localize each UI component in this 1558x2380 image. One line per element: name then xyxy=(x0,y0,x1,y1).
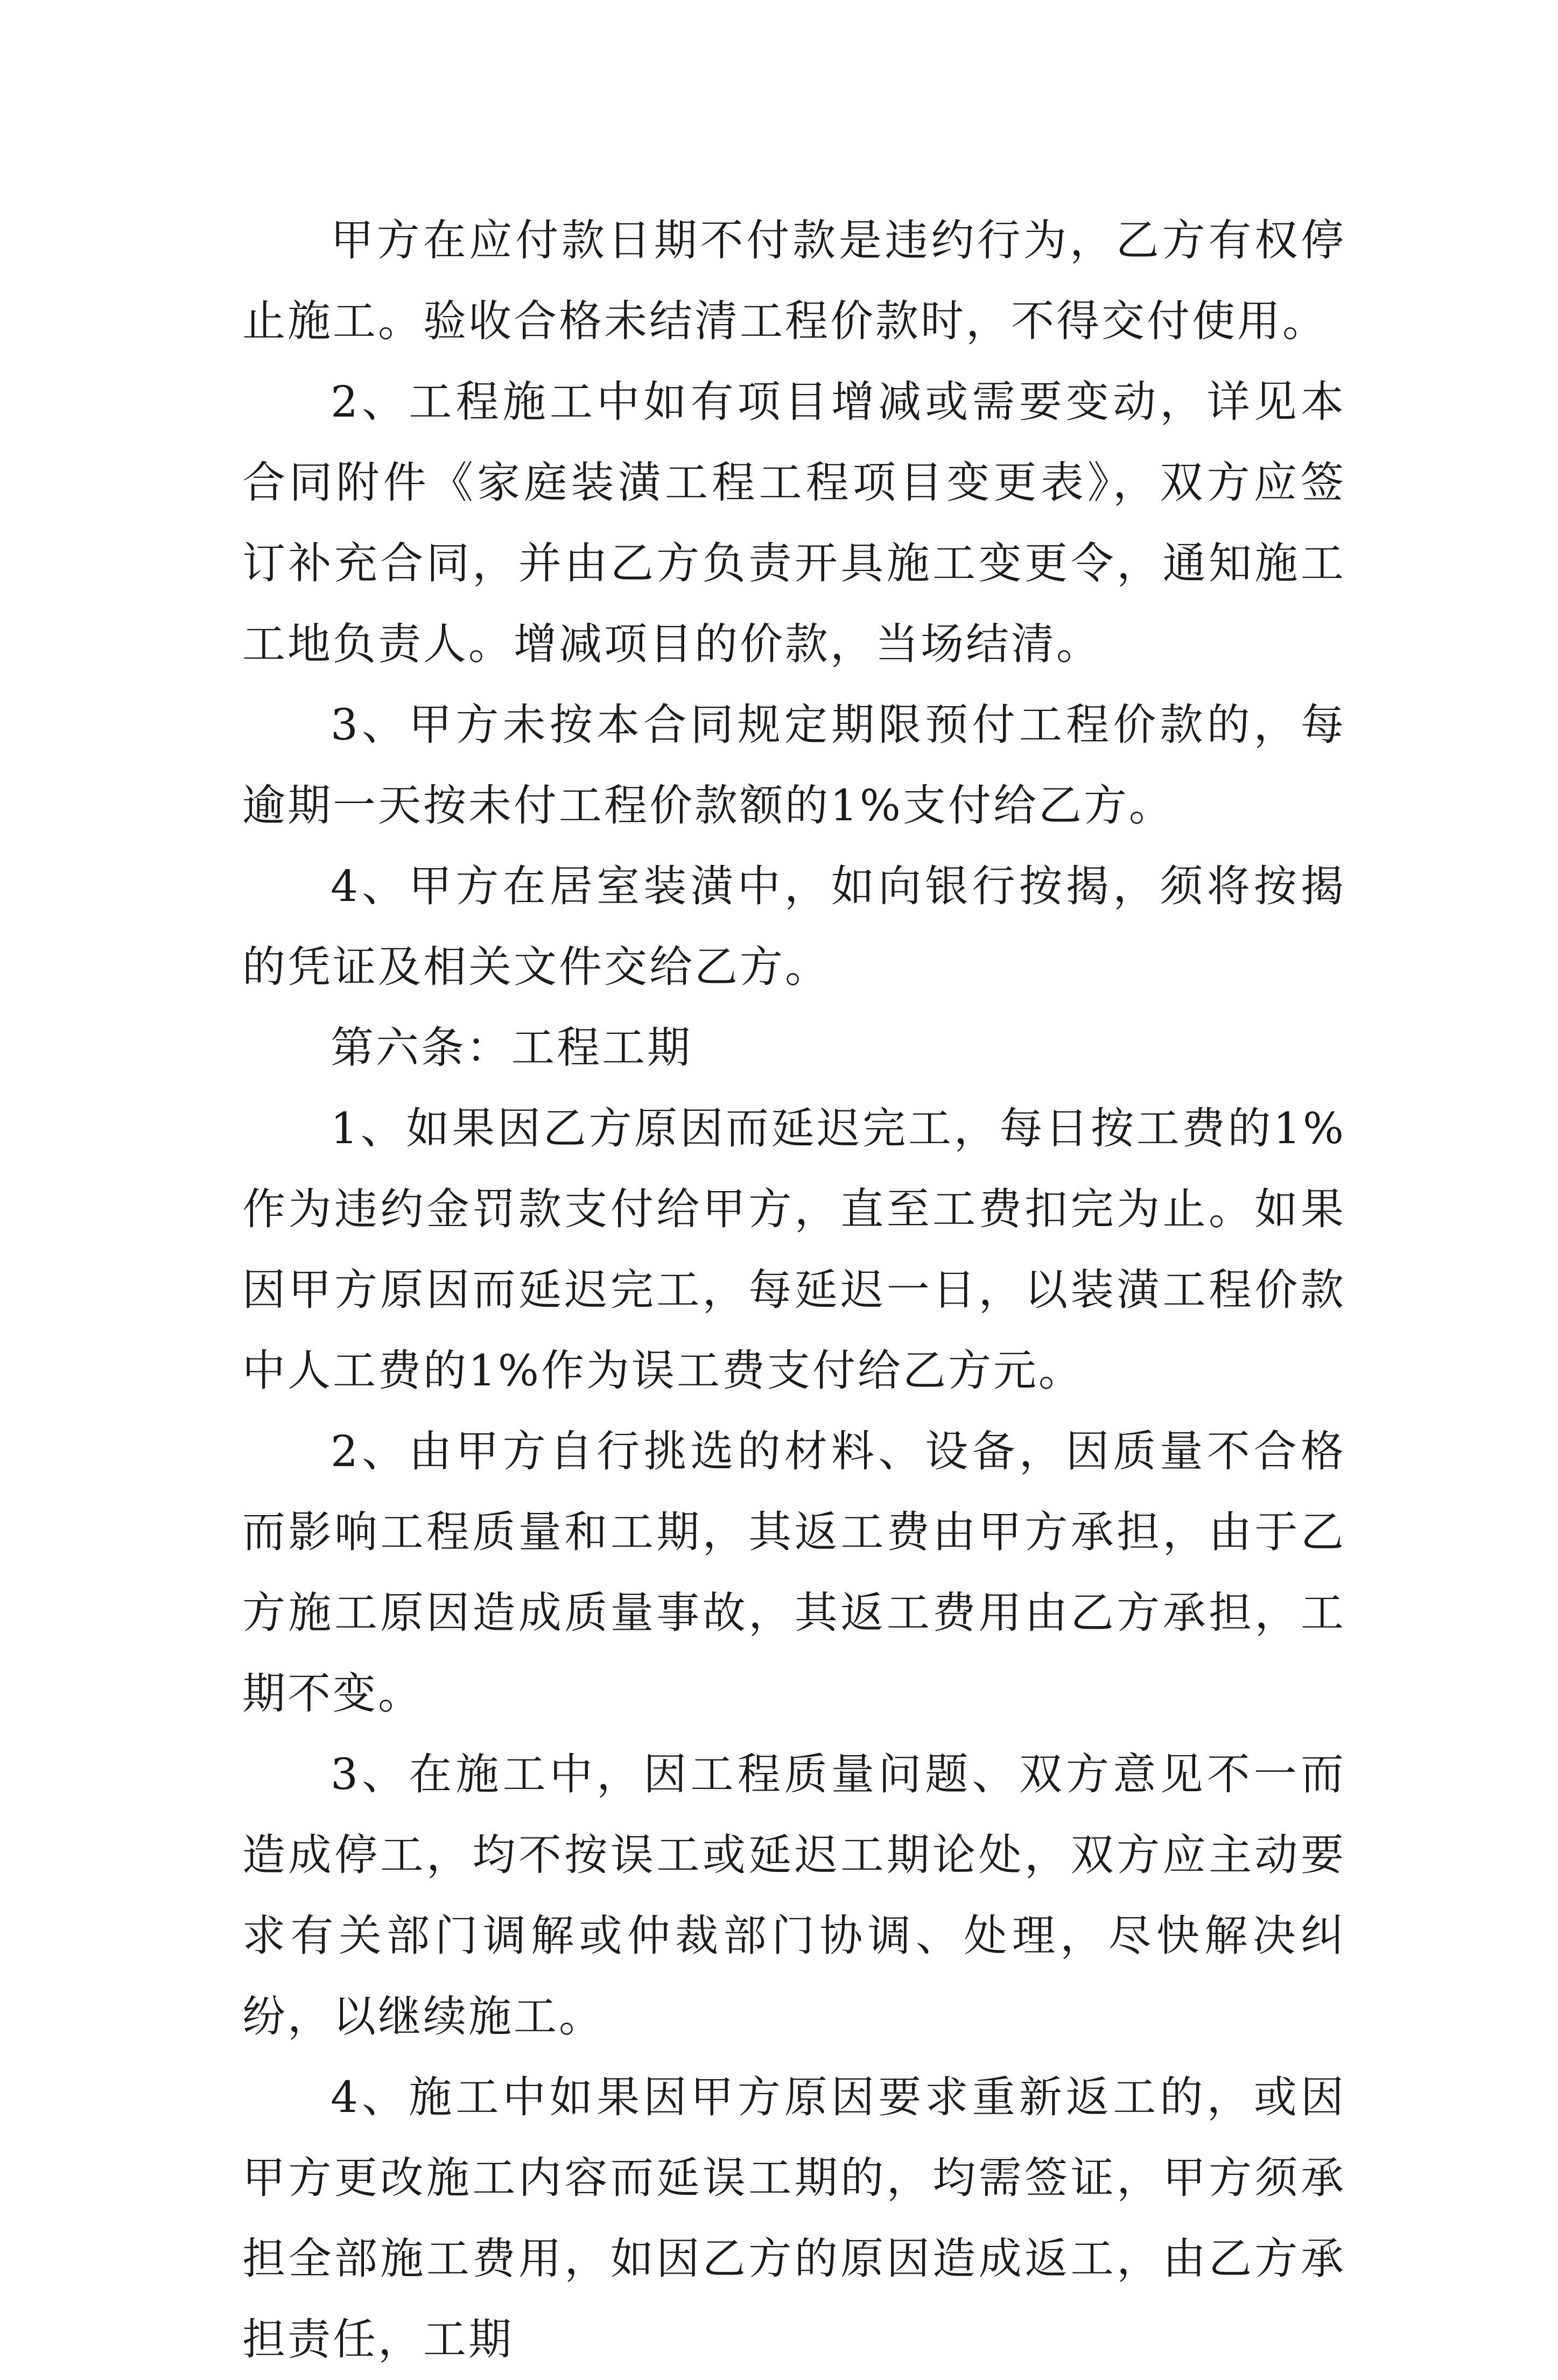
paragraph-article-6-item-2: 2、由甲方自行挑选的材料、设备，因质量不合格而影响工程质量和工期，其返工费由甲方承担，由于乙方施工原因造成质量事故，其返工费用由乙方承担，工期不变。 xyxy=(242,1426,1346,1719)
paragraph-article-6-item-1: 1、如果因乙方原因而延迟完工，每日按工费的1%作为违约金罚款支付给甲方，直至工费扣完为止。如果因甲方原因而延迟完工，每延迟一日，以装潢工程价款中人工费的1%作为误工费支付给乙方元。 xyxy=(242,1103,1346,1396)
document-body xyxy=(242,200,1346,2380)
section-heading-article-6: 第六条：工程工期 xyxy=(331,1023,692,1073)
paragraph-article-6-item-4: 4、施工中如果因甲方原因要求重新返工的，或因甲方更改施工内容而延误工期的，均需签证，甲方须承担全部施工费用，如因乙方的原因造成返工，由乙方承担责任，工期 xyxy=(242,2072,1346,2364)
paragraph-article-6-item-3: 3、在施工中，因工程质量问题、双方意见不一而造成停工，均不按误工或延迟工期论处，双方应主动要求有关部门调解或仲裁部门协调、处理，尽快解决纠纷，以继续施工。 xyxy=(242,1749,1346,2041)
paragraph-payment-default: 甲方在应付款日期不付款是违约行为，乙方有权停止施工。验收合格未结清工程价款时，不得交付使用。 xyxy=(242,215,1346,346)
paragraph-item-4-mortgage: 4、甲方在居室装潢中，如向银行按揭，须将按揭的凭证及相关文件交给乙方。 xyxy=(242,861,1346,992)
paragraph-item-3-late-payment: 3、甲方未按本合同规定期限预付工程价款的，每逾期一天按未付工程价款额的1%支付给乙方。 xyxy=(242,700,1346,830)
paragraph-item-2-changes: 2、工程施工中如有项目增减或需要变动，详见本合同附件《家庭装潢工程工程项目变更表》，双方应签订补充合同，并由乙方负责开具施工变更令，通知施工工地负责人。增减项目的价款，当场结清。 xyxy=(242,377,1346,669)
